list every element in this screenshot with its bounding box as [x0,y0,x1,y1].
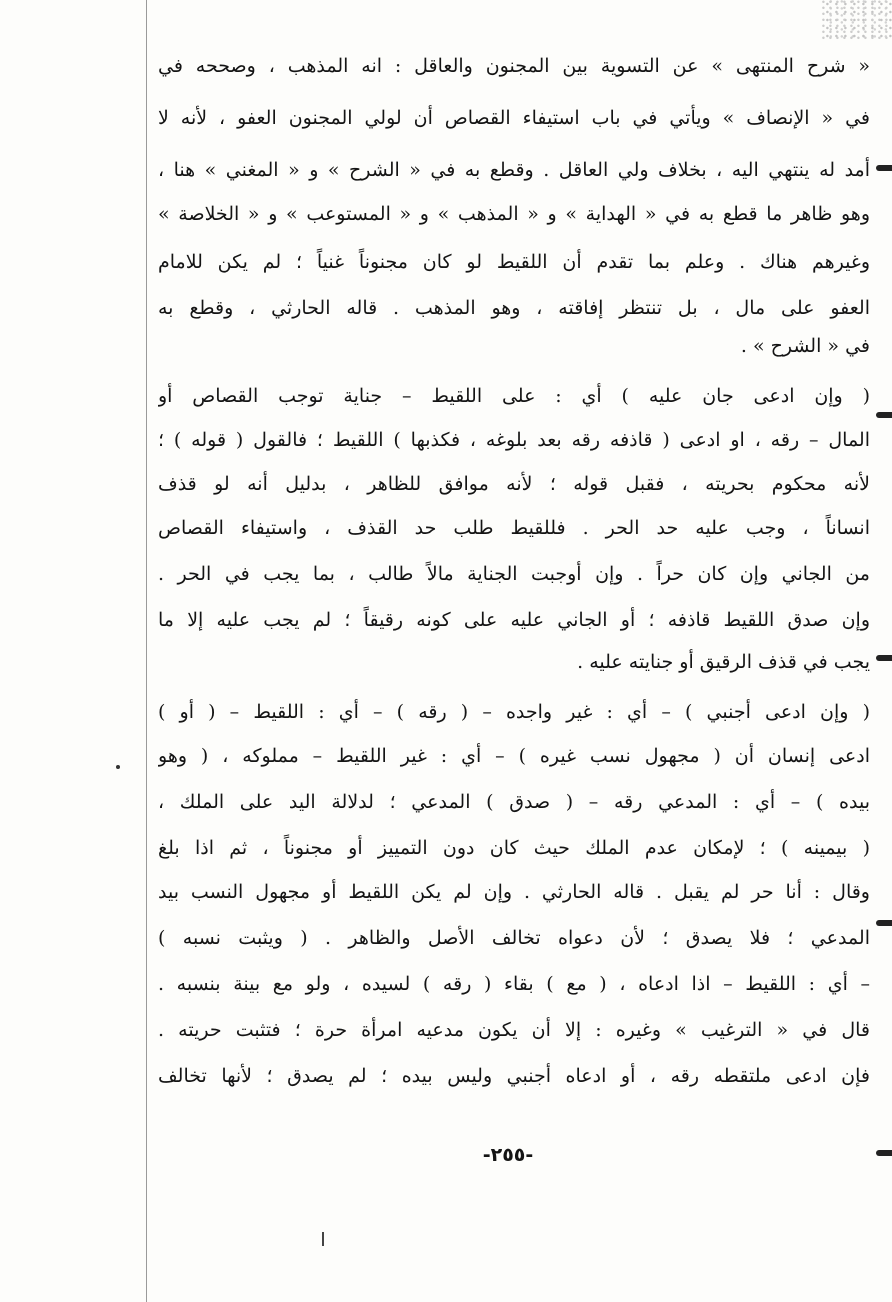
text-line: يجب في قذف الرقيق أو جنايته عليه . [577,651,870,673]
text-line: من الجاني وإن كان حراً . وإن أوجبت الجناية مالاً طالب ، بما يجب في الحر . [158,563,870,585]
text-line: « شرح المنتهى » عن التسوية بين المجنون والعاقل : انه المذهب ، وصححه في [158,55,870,77]
margin-mark [876,1150,892,1156]
margin-mark [876,920,892,926]
text-line: المدعي ؛ فلا يصدق ؛ لأن دعواه تخالف الأصل والظاهر . ( ويثبت نسبه ) [158,927,870,949]
scan-noise [822,0,892,40]
text-line: وقال : أنا حر لم يقبل . قاله الحارثي . وإن لم يكن اللقيط أو مجهول النسب بيد [158,881,870,903]
margin-mark [876,412,892,418]
text-line: ( بيمينه ) ؛ لإمكان عدم الملك حيث كان دون التمييز أو مجنوناً ، ثم اذا بلغ [158,837,870,859]
text-line: انساناً ، وجب عليه حد الحر . فللقيط طلب حد القذف ، واستيفاء القصاص [158,517,870,539]
text-line: في « الشرح » . [740,335,870,357]
text-line: – أي : اللقيط – اذا ادعاه ، ( مع ) بقاء ( رقه ) لسيده ، ولو مع بينة بنسبه . [158,973,870,995]
text-line: وغيرهم هناك . وعلم بما تقدم أن اللقيط لو كان مجنوناً غنياً ؛ لم يكن للامام [158,251,870,273]
margin-mark [876,165,892,171]
stray-dot [116,765,120,769]
text-line: ( وإن ادعى جان عليه ) أي : على اللقيط – جناية توجب القصاص أو [158,385,870,407]
text-line: ( وإن ادعى أجنبي ) – أي : غير واجده – ( رقه ) – أي : اللقيط – ( أو ) [158,701,870,723]
text-line: ادعى إنسان أن ( مجهول نسب غيره ) – أي : غير اللقيط – مملوكه ، ( وهو [158,745,870,767]
text-line: فإن ادعى ملتقطه رقه ، أو ادعاه أجنبي وليس بيده ؛ لم يصدق ؛ لأنها تخالف [158,1065,870,1087]
text-line: لأنه محكوم بحريته ، فقبل قوله ؛ لأنه موافق للظاهر ، بدليل أنه لو قذف [158,473,870,495]
text-line: وهو ظاهر ما قطع به في « الهداية » و « المذهب » و « المستوعب » و « الخلاصة » [158,203,870,225]
stray-tick [322,1232,324,1246]
text-line: وإن صدق اللقيط قاذفه ؛ أو الجاني عليه على كونه رقيقاً ؛ لم يجب عليه إلا ما [158,609,870,631]
text-line: أمد له ينتهي اليه ، بخلاف ولي العاقل . وقطع به في « الشرح » و « المغني » هنا ، [158,159,870,181]
text-line: في « الإنصاف » ويأتي في باب استيفاء القصاص أن لولي المجنون العفو ، لأنه لا [158,107,870,129]
binding-edge-line [146,0,147,1302]
text-line: بيده ) – أي : المدعي رقه – ( صدق ) المدعي ؛ لدلالة اليد على الملك ، [158,791,870,813]
text-line: قال في « الترغيب » وغيره : إلا أن يكون مدعيه امرأة حرة ؛ فتثبت حريته . [158,1019,870,1041]
text-line: العفو على مال ، بل تنتظر إفاقته ، وهو المذهب . قاله الحارثي ، وقطع به [158,297,870,319]
text-line: المال – رقه ، او ادعى ( قاذفه رقه بعد بلوغه ، فكذبها ) اللقيط ؛ فالقول ( قوله ) ؛ [158,429,870,451]
margin-mark [876,655,892,661]
page-number: -٢٥٥- [482,1144,534,1166]
